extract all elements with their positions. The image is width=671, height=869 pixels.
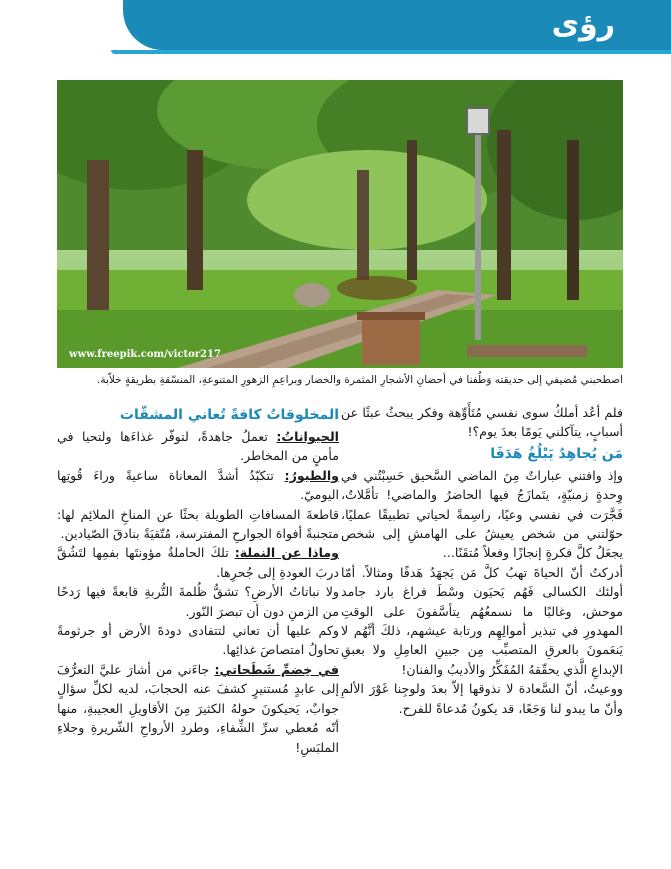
section-header-accent bbox=[111, 50, 671, 54]
text-animals: تعملُ جاهدةً، لتوفّر غذاءَها ولتحيا في مأمنٍ من المخاطر. bbox=[57, 429, 339, 464]
section-heading-creatures: المخلوقاتُ كافةً تُعاني المشقّات bbox=[119, 407, 339, 423]
paragraph-ant bbox=[57, 543, 339, 582]
paragraph-birds bbox=[57, 466, 339, 505]
article-column-left bbox=[57, 403, 339, 757]
term-ant: وماذا عن النملة: bbox=[234, 545, 339, 561]
intro-paragraph: فلم أعُد أملكُ سوى نفسي مُتَأَوِّهة وفكر يبحثُ عبثًا عن أسبابٍ، يتآكلني يَومًا بعدَ يوم؟! bbox=[341, 405, 623, 440]
paragraph-plants-struggle: وكم عليها أن تعاني لتتفادى دودةَ الأرض أو جرثومةً تحاولُ امتصاصَ غذائِها. bbox=[57, 623, 339, 658]
paragraph-migration: قاطعةَ المسافاتِ الطويلة بحثًا عن المناخِ الملائِم لها: متجنبةً أفواهَ الجوارحِ المفترسة، مُتّقيَةً بنادقَ الصّيادين. bbox=[57, 506, 339, 542]
park-photo bbox=[57, 80, 623, 368]
article-column-right bbox=[341, 403, 623, 718]
photo-caption: اصطحبني مُضيفي إلى حديقته وَطُفنا في أحضانِ الأشجارِ المثمرة والخضار وبراعِمِ الزهورِ المتنوعةِ، المنسّقةِ بطريقةٍ خلاّبة. bbox=[97, 374, 623, 386]
term-animals: الحيواناتُ: bbox=[276, 429, 339, 444]
paragraph-reflections: وإذ وافتني عباراتٌ مِنَ الماضي السَّحيق حَسِبْتُني في وِحدةٍ زمنيّةٍ، يتَمازَجُ فيها الحاضرُ والماضي! تأمَّلاتٌ، فَجَّرَت في نفسي وعيًا، راسِمةً لحياتي تطبيقًا عمليًا، حوّلتني من شخص يعيشُ على الهامشِ إلى شخص يجعَلُ كلَّ فكرةٍ إنجازًا وفعلاً مُتقَنًا... bbox=[341, 467, 623, 561]
paragraph-happiness: ووعيتُ، أنّ السَّعادة لا نذوقها إلاّ بعدَ ولوجِنا غَوْرَ الألمِ وأنّ ما يبدو لنا وَجَعًا، قد يكونُ مُدعاةً للفرح. bbox=[341, 681, 623, 716]
paragraph-hermit bbox=[57, 660, 339, 757]
section-heading-effort: مَن يُجاهِدُ يَبْلُغُ هَدَفَا bbox=[490, 445, 623, 462]
paragraph-animals bbox=[57, 427, 339, 466]
paragraph-life-goals: أدركتُ أنّ الحياةَ تهبُ كلَّ مَن يَجهَدُ هَدفًا ومثالاً. أمّا أولئك الكسالى فَهُم يَحيَون وسْطَ فراغ بارد جامد موحش، وغالبًا ما نسمعُهُم يتأسَّفونَ على الوقتِ المهدورِ في تبذير أموالِهِم ورتابة عيشهم، ذلكَ أنَّهُم لا يَنعَمونَ بالعرقِ المتصبِّب مِن جبينِ العامِلِ ولا بعبقِ الإبداعِ الَّذي يحقّقهُ المُفَكِّرُ والأديبُ والفنان! bbox=[341, 564, 623, 677]
paragraph-plants: ولا نباتاتُ الأرضِ؟ تشقُّ ظُلمةَ التُّربةِ قابعةً فيها رَدحًا من الزمنِ دون أن تبصرَ النّور. bbox=[57, 584, 339, 619]
photo-watermark: www.freepik.com/victor217 bbox=[69, 349, 221, 360]
text-hermit: جاءَني من أشارَ عليَّ التعرُّفَ إلى عابدٍ مُستنيرٍ كشفَ عنه الحجابَ، لديه لكلِّ سؤالٍ جوابٌ، يَحيكونَ حولهُ الكثيرَ مِنَ الأقاويلِ العجيبةِ، منها أنّه مُعطي سرِّ الشِّفاءِ، وطردِ الأرواحِ الشّريرةِ وجلاءِ الملبَسِ! bbox=[57, 661, 339, 755]
text-ant: تلكَ الحاملةُ مؤونتَها بفمِها لتَشُقَّ دربَ العودةِ إلى جُحرِها. bbox=[57, 545, 339, 580]
term-birds: والطيورُ: bbox=[284, 467, 339, 483]
text-birds: تتكبّدُ أشدَّ المعاناة ساعيةً وراءَ قُوتِها اليوميّ. bbox=[57, 467, 339, 503]
term-hermit: في خِضمِّ شَطَحاتي: bbox=[214, 661, 339, 677]
section-title: رؤى bbox=[551, 7, 615, 42]
